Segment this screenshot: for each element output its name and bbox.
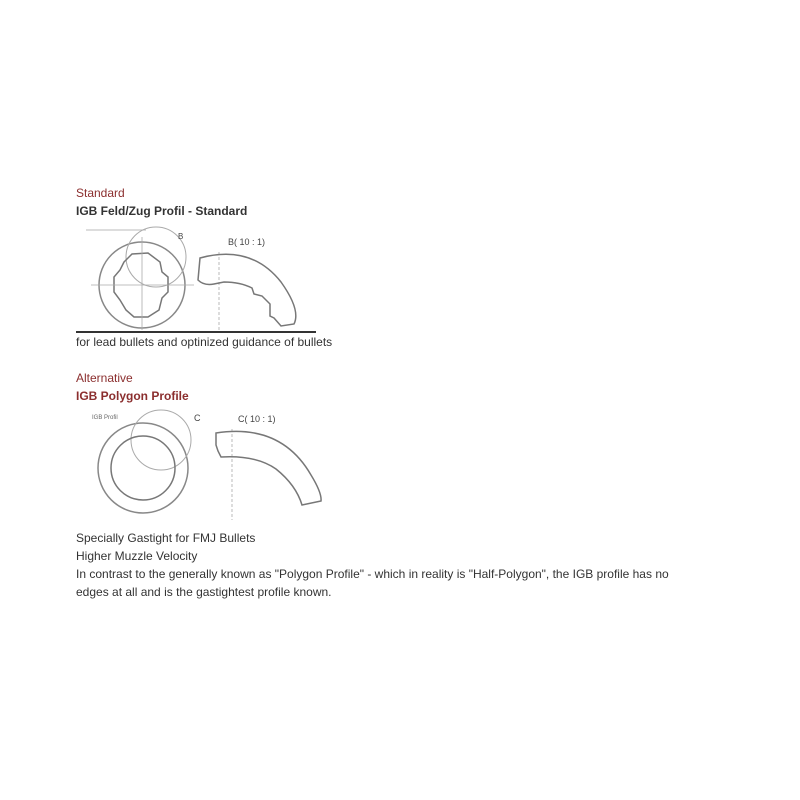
polygon-profile-diagram: [76, 405, 336, 525]
polygon-inner-bore: [111, 436, 175, 500]
description-line-3: In contrast to the generally known as "Polygon Profile" - which in reality is "Half-Polygon", the IGB profile has no: [76, 567, 669, 581]
description-line-1: Specially Gastight for FMJ Bullets: [76, 531, 256, 545]
standard-detail-segment: [198, 254, 296, 326]
polygon-detail-segment: [216, 431, 321, 505]
polygon-detail-label: C( 10 : 1): [238, 414, 276, 424]
alternative-title: IGB Polygon Profile: [76, 389, 189, 403]
standard-title: IGB Feld/Zug Profil - Standard: [76, 204, 248, 218]
description-line-2: Higher Muzzle Velocity: [76, 549, 198, 563]
polygon-detail-marker: C: [194, 413, 201, 423]
polygon-detail-circle: [131, 410, 191, 470]
standard-detail-marker: B: [178, 232, 184, 241]
standard-section-label: Standard: [76, 186, 125, 200]
standard-caption: for lead bullets and optinized guidance of bullets: [76, 335, 333, 349]
description-line-4: edges at all and is the gastightest profile known.: [76, 585, 332, 599]
standard-profile-diagram: [76, 222, 316, 332]
polygon-small-label: IGB Profil: [92, 415, 118, 421]
standard-detail-label: B( 10 : 1): [228, 237, 266, 247]
alternative-section-label: Alternative: [76, 371, 133, 385]
standard-detail-circle: [126, 227, 186, 287]
